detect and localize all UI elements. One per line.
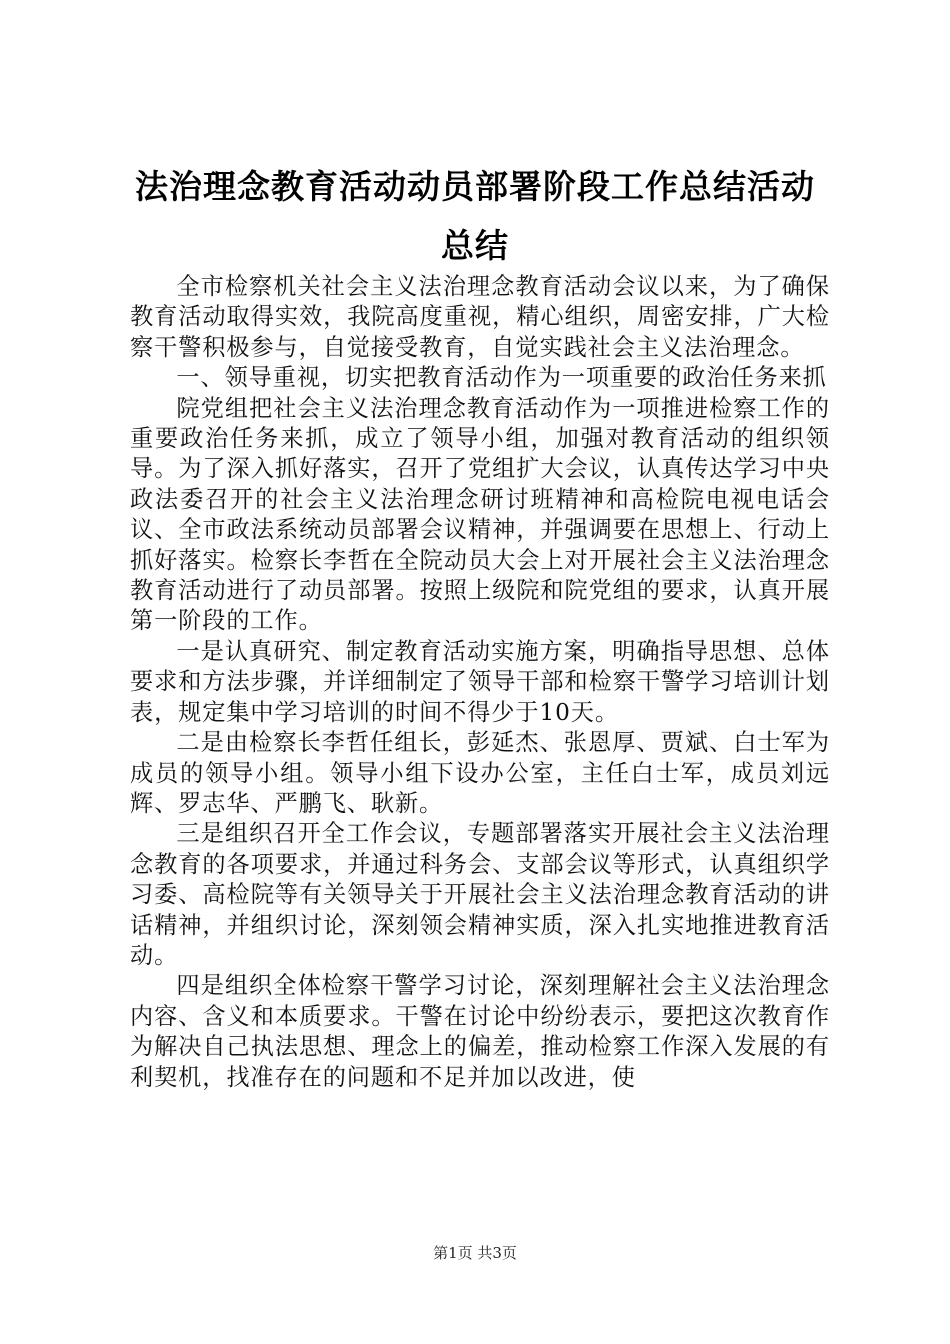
- page-footer: 第1页 共3页: [433, 1244, 517, 1262]
- body-paragraph: 院党组把社会主义法治理念教育活动作为一项推进检察工作的重要政治任务来抓，成立了领导小组，加强对教育活动的组织领导。为了深入抓好落实，召开了党组扩大会议，认真传达学习中央政法委召开的社会主义法治理念研讨班精神和高检院电视电话会议、全市政法系统动员部署会议精神，并强调要在思想上、行动上抓好落实。检察长李哲在全院动员大会上对开展社会主义法治理念教育活动进行了动员部署。按照上级院和院党组的要求，认真开展第一阶段的工作。: [130, 394, 830, 635]
- document-title: [118, 157, 832, 275]
- item-paragraph-3: 三是组织召开全工作会议，专题部署落实开展社会主义法治理念教育的各项要求，并通过科务会、支部会议等形式，认真组织学习委、高检院等有关领导关于开展社会主义法治理念教育活动的讲话精神，并组织讨论，深刻领会精神实质，深入扎实地推进教育活动。: [130, 820, 830, 969]
- item-paragraph-1: 一是认真研究、制定教育活动实施方案，明确指导思想、总体要求和方法步骤，并详细制定了领导干部和检察干警学习培训计划表，规定集中学习培训的时间不得少于10天。: [130, 637, 830, 726]
- item-paragraph-4: 四是组织全体检察干警学习讨论，深刻理解社会主义法治理念内容、含义和本质要求。干警在讨论中纷纷表示，要把这次教育作为解决自己执法思想、理念上的偏差，推动检察工作深入发展的有利契机，找准存在的问题和不足并加以改进，使: [130, 972, 830, 1091]
- title-line-2: 总结: [441, 226, 509, 265]
- item-paragraph-2: 二是由检察长李哲任组长，彭延杰、张恩厚、贾斌、白士军为成员的领导小组。领导小组下设办公室，主任白士军，成员刘远辉、罗志华、严鹏飞、耿新。: [130, 729, 830, 817]
- section-heading: 一、领导重视，切实把教育活动作为一项重要的政治任务来抓: [176, 364, 827, 392]
- title-line-1: 法治理念教育活动动员部署阶段工作总结活动: [135, 167, 815, 206]
- document-body: [130, 272, 830, 1093]
- intro-paragraph: 全市检察机关社会主义法治理念教育活动会议以来，为了确保教育活动取得实效，我院高度重视，精心组织，周密安排，广大检察干警积极参与，自觉接受教育，自觉实践社会主义法治理念。: [130, 273, 830, 361]
